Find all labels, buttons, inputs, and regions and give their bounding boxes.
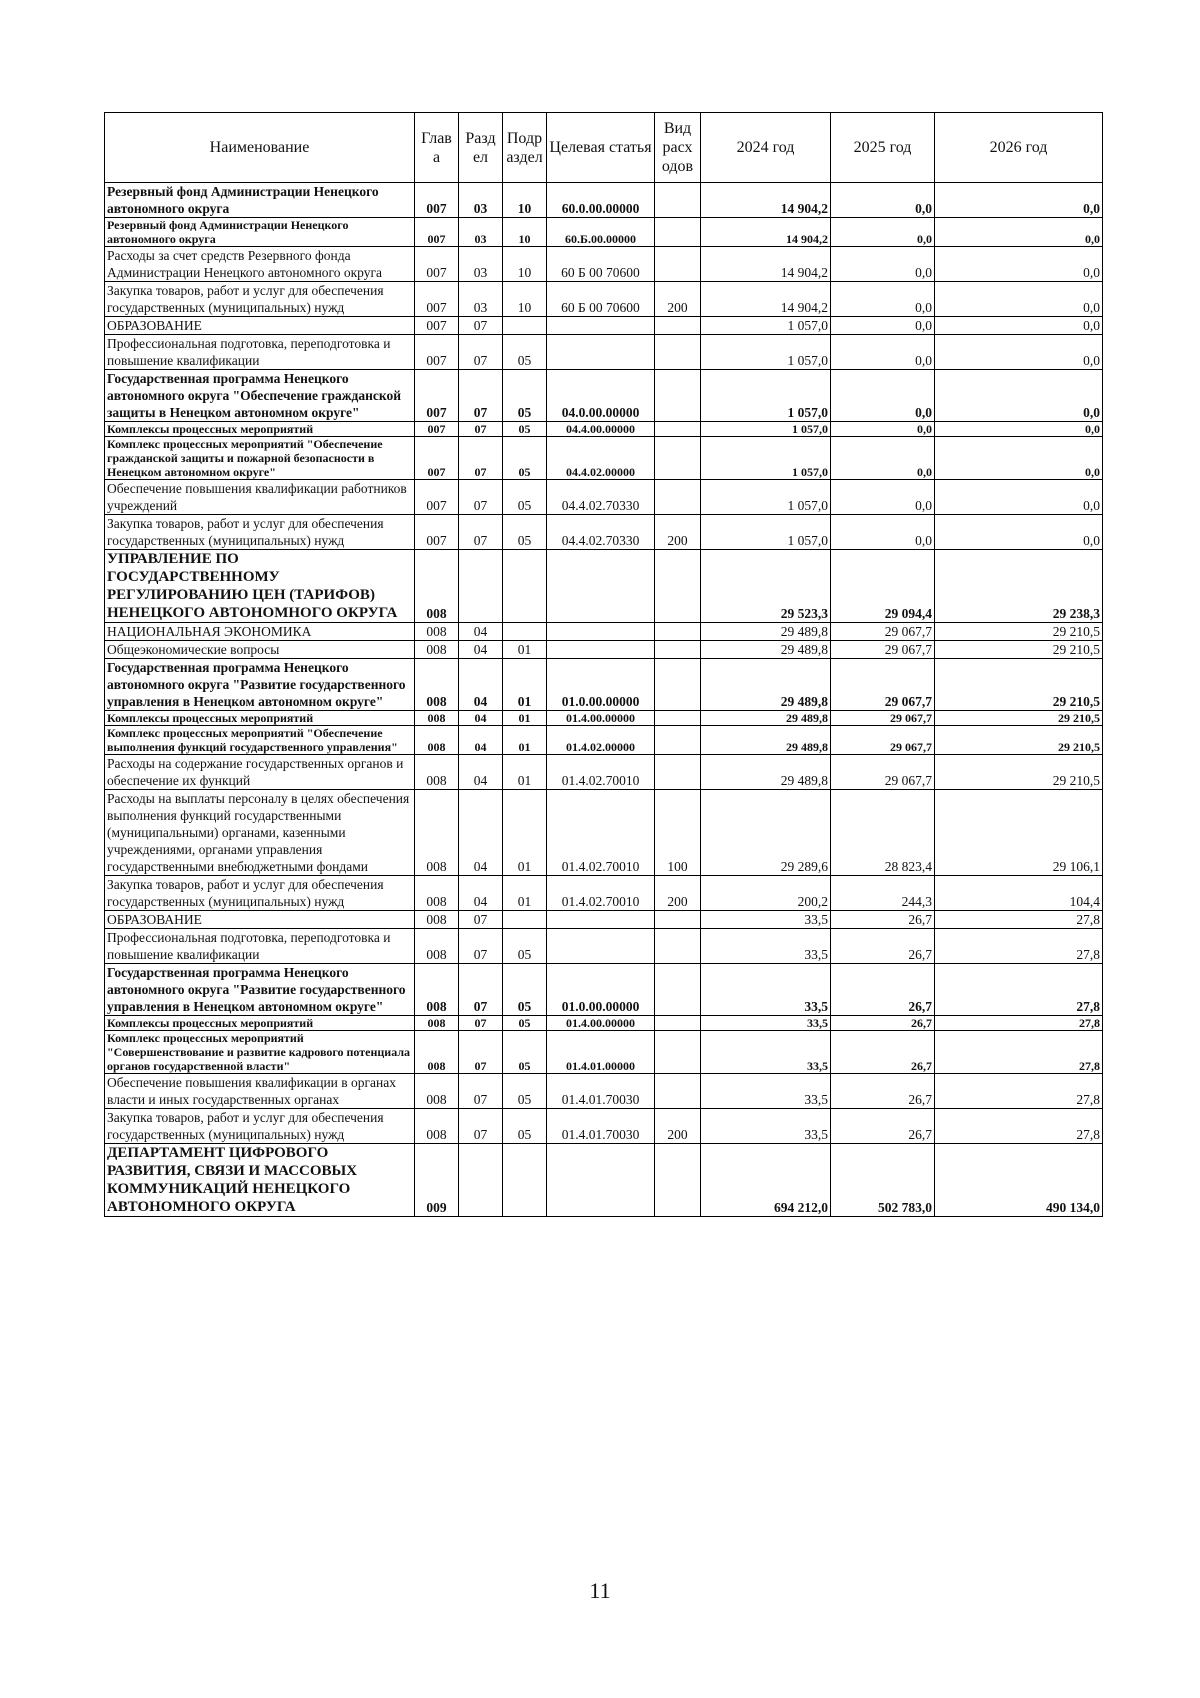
table-row [105, 282, 1103, 317]
cell-razdel: 04 [459, 623, 503, 641]
cell-vid [655, 964, 701, 1016]
budget-table [104, 112, 1103, 1217]
table-row [105, 422, 1103, 437]
cell-2024: 29 489,8 [701, 755, 831, 790]
cell-2025: 26,7 [831, 1016, 935, 1031]
cell-vid [655, 641, 701, 659]
cell-2025: 26,7 [831, 1109, 935, 1144]
cell-2024: 1 057,0 [701, 370, 831, 422]
cell-statya: 01.4.00.00000 [547, 711, 655, 726]
cell-glava: 008 [415, 550, 459, 623]
cell-2026: 27,8 [935, 1031, 1103, 1074]
cell-razdel: 04 [459, 711, 503, 726]
cell-name: Закупка товаров, работ и услуг для обеспечения государственных (муниципальных) нужд [105, 282, 415, 317]
cell-podrazdel [503, 1144, 547, 1217]
cell-2025: 0,0 [831, 183, 935, 218]
cell-2025: 29 067,7 [831, 711, 935, 726]
cell-2026: 27,8 [935, 964, 1103, 1016]
cell-2026: 27,8 [935, 1109, 1103, 1144]
cell-razdel: 03 [459, 218, 503, 247]
cell-razdel: 07 [459, 370, 503, 422]
cell-statya: 01.0.00.00000 [547, 964, 655, 1016]
cell-2025: 29 067,7 [831, 659, 935, 711]
cell-statya: 01.4.02.70010 [547, 755, 655, 790]
cell-glava: 007 [415, 183, 459, 218]
cell-statya: 04.0.00.00000 [547, 370, 655, 422]
cell-2026: 27,8 [935, 929, 1103, 964]
cell-vid [655, 422, 701, 437]
cell-statya: 60.Б.00.00000 [547, 218, 655, 247]
table-row [105, 911, 1103, 929]
cell-2025: 29 067,7 [831, 726, 935, 755]
cell-podrazdel: 05 [503, 964, 547, 1016]
table-row [105, 550, 1103, 623]
cell-podrazdel: 10 [503, 218, 547, 247]
cell-razdel [459, 550, 503, 623]
cell-2025: 26,7 [831, 964, 935, 1016]
cell-2025: 29 094,4 [831, 550, 935, 623]
col-header-podrazdel: Подр аздел [503, 113, 547, 183]
cell-podrazdel: 05 [503, 437, 547, 480]
cell-statya: 01.4.00.00000 [547, 1016, 655, 1031]
cell-podrazdel: 05 [503, 1016, 547, 1031]
cell-statya [547, 623, 655, 641]
cell-name: Закупка товаров, работ и услуг для обеспечения государственных (муниципальных) нужд [105, 515, 415, 550]
cell-2026: 0,0 [935, 370, 1103, 422]
cell-razdel: 07 [459, 929, 503, 964]
table-row [105, 317, 1103, 335]
table-row [105, 1144, 1103, 1217]
cell-razdel [459, 1144, 503, 1217]
table-row [105, 515, 1103, 550]
table-row [105, 1016, 1103, 1031]
cell-podrazdel: 01 [503, 726, 547, 755]
table-row [105, 480, 1103, 515]
cell-statya: 60 Б 00 70600 [547, 247, 655, 282]
cell-razdel: 07 [459, 335, 503, 370]
col-header-2024: 2024 год [701, 113, 831, 183]
col-header-glava: Глав а [415, 113, 459, 183]
cell-podrazdel: 05 [503, 480, 547, 515]
cell-vid [655, 1144, 701, 1217]
cell-2024: 29 489,8 [701, 623, 831, 641]
cell-2024: 33,5 [701, 1074, 831, 1109]
cell-name: Общеэкономические вопросы [105, 641, 415, 659]
cell-2026: 490 134,0 [935, 1144, 1103, 1217]
cell-glava: 007 [415, 480, 459, 515]
cell-glava: 008 [415, 726, 459, 755]
cell-2025: 26,7 [831, 1074, 935, 1109]
cell-2025: 244,3 [831, 876, 935, 911]
cell-glava: 008 [415, 911, 459, 929]
cell-statya: 04.4.02.70330 [547, 515, 655, 550]
cell-name: Расходы за счет средств Резервного фонда Администрации Ненецкого автономного округа [105, 247, 415, 282]
cell-statya: 04.4.02.00000 [547, 437, 655, 480]
cell-name: Обеспечение повышения квалификации работников учреждений [105, 480, 415, 515]
cell-name: Расходы на содержание государственных органов и обеспечение их функций [105, 755, 415, 790]
cell-2026: 27,8 [935, 911, 1103, 929]
cell-2024: 33,5 [701, 964, 831, 1016]
cell-name: Комплекс процессных мероприятий "Обеспечение выполнения функций государственного управления" [105, 726, 415, 755]
table-row [105, 437, 1103, 480]
col-header-name: Наименование [105, 113, 415, 183]
cell-2024: 33,5 [701, 1031, 831, 1074]
cell-razdel: 07 [459, 317, 503, 335]
cell-vid [655, 550, 701, 623]
cell-glava: 008 [415, 1031, 459, 1074]
table-row [105, 183, 1103, 218]
cell-vid [655, 480, 701, 515]
cell-vid [655, 1074, 701, 1109]
cell-2024: 1 057,0 [701, 480, 831, 515]
cell-podrazdel [503, 911, 547, 929]
cell-podrazdel [503, 317, 547, 335]
table-row [105, 1031, 1103, 1074]
cell-podrazdel: 05 [503, 370, 547, 422]
cell-podrazdel: 01 [503, 711, 547, 726]
cell-glava: 007 [415, 335, 459, 370]
cell-vid [655, 370, 701, 422]
cell-2025: 0,0 [831, 218, 935, 247]
cell-glava: 008 [415, 1074, 459, 1109]
cell-2025: 0,0 [831, 335, 935, 370]
cell-statya: 01.4.01.70030 [547, 1109, 655, 1144]
table-row [105, 335, 1103, 370]
cell-glava: 008 [415, 1016, 459, 1031]
cell-razdel: 04 [459, 641, 503, 659]
cell-razdel: 07 [459, 911, 503, 929]
cell-2026: 29 210,5 [935, 726, 1103, 755]
cell-glava: 008 [415, 964, 459, 1016]
cell-2025: 0,0 [831, 247, 935, 282]
cell-glava: 008 [415, 1109, 459, 1144]
cell-razdel: 07 [459, 1016, 503, 1031]
cell-razdel: 07 [459, 515, 503, 550]
cell-name: Государственная программа Ненецкого автономного округа "Развитие государственного управления в Ненецком автономном округе" [105, 659, 415, 711]
page-number: 11 [589, 1578, 611, 1603]
cell-glava: 008 [415, 876, 459, 911]
cell-2024: 33,5 [701, 911, 831, 929]
cell-name: Комплексы процессных мероприятий [105, 1016, 415, 1031]
col-header-2025: 2025 год [831, 113, 935, 183]
cell-statya: 04.4.00.00000 [547, 422, 655, 437]
cell-2024: 1 057,0 [701, 422, 831, 437]
cell-vid [655, 437, 701, 480]
cell-razdel: 07 [459, 964, 503, 1016]
cell-name: Профессиональная подготовка, переподготовка и повышение квалификации [105, 335, 415, 370]
cell-2025: 0,0 [831, 282, 935, 317]
cell-vid: 100 [655, 790, 701, 876]
cell-name: Государственная программа Ненецкого автономного округа "Развитие государственного управления в Ненецком автономном округе" [105, 964, 415, 1016]
table-row [105, 929, 1103, 964]
cell-podrazdel: 01 [503, 659, 547, 711]
cell-vid: 200 [655, 1109, 701, 1144]
cell-name: Комплексы процессных мероприятий [105, 711, 415, 726]
cell-2026: 0,0 [935, 515, 1103, 550]
table-row [105, 790, 1103, 876]
cell-statya [547, 929, 655, 964]
cell-statya: 60.0.00.00000 [547, 183, 655, 218]
table-row [105, 1109, 1103, 1144]
cell-2024: 14 904,2 [701, 282, 831, 317]
table-body [105, 183, 1103, 1217]
cell-name: Расходы на выплаты персоналу в целях обеспечения выполнения функций государственными (муниципальными) органами, казенными учреждениями, органами управления государственными внебюджетными фондами [105, 790, 415, 876]
cell-2026: 29 238,3 [935, 550, 1103, 623]
cell-2026: 0,0 [935, 422, 1103, 437]
cell-glava: 007 [415, 422, 459, 437]
cell-2026: 29 210,5 [935, 711, 1103, 726]
cell-2024: 1 057,0 [701, 335, 831, 370]
cell-podrazdel: 05 [503, 929, 547, 964]
cell-name: Государственная программа Ненецкого автономного округа "Обеспечение гражданской защиты в Ненецком автономном округе" [105, 370, 415, 422]
cell-2024: 29 489,8 [701, 711, 831, 726]
cell-vid: 200 [655, 282, 701, 317]
cell-2026: 0,0 [935, 183, 1103, 218]
cell-podrazdel: 01 [503, 790, 547, 876]
cell-2025: 28 823,4 [831, 790, 935, 876]
cell-razdel: 04 [459, 876, 503, 911]
cell-2026: 0,0 [935, 317, 1103, 335]
cell-glava: 008 [415, 790, 459, 876]
cell-vid [655, 659, 701, 711]
cell-glava: 007 [415, 247, 459, 282]
cell-2024: 29 489,8 [701, 726, 831, 755]
cell-2024: 1 057,0 [701, 437, 831, 480]
cell-statya [547, 911, 655, 929]
cell-2025: 26,7 [831, 1031, 935, 1074]
cell-podrazdel: 05 [503, 422, 547, 437]
col-header-razdel: Разд ел [459, 113, 503, 183]
cell-2024: 29 489,8 [701, 641, 831, 659]
cell-statya: 60 Б 00 70600 [547, 282, 655, 317]
cell-2026: 29 210,5 [935, 659, 1103, 711]
cell-vid [655, 711, 701, 726]
cell-2025: 0,0 [831, 480, 935, 515]
cell-razdel: 07 [459, 437, 503, 480]
col-header-statya: Целевая статья [547, 113, 655, 183]
cell-vid [655, 183, 701, 218]
cell-name: Комплексы процессных мероприятий [105, 422, 415, 437]
cell-name: Резервный фонд Администрации Ненецкого автономного округа [105, 218, 415, 247]
cell-2024: 33,5 [701, 929, 831, 964]
cell-name: ОБРАЗОВАНИЕ [105, 911, 415, 929]
cell-name: Комплекс процессных мероприятий "Обеспечение гражданской защиты и пожарной безопасности в Ненецком автономном округе" [105, 437, 415, 480]
cell-podrazdel: 01 [503, 755, 547, 790]
cell-vid [655, 317, 701, 335]
col-header-vid: Вид расх одов [655, 113, 701, 183]
cell-podrazdel: 01 [503, 876, 547, 911]
cell-name: Комплекс процессных мероприятий "Совершенствование и развитие кадрового потенциала органов государственной власти" [105, 1031, 415, 1074]
cell-statya [547, 335, 655, 370]
cell-glava: 007 [415, 515, 459, 550]
table-row [105, 711, 1103, 726]
cell-2024: 14 904,2 [701, 183, 831, 218]
cell-vid [655, 1016, 701, 1031]
col-header-2026: 2026 год [935, 113, 1103, 183]
cell-statya [547, 641, 655, 659]
cell-razdel: 04 [459, 755, 503, 790]
table-row [105, 876, 1103, 911]
cell-name: Закупка товаров, работ и услуг для обеспечения государственных (муниципальных) нужд [105, 1109, 415, 1144]
cell-name: ОБРАЗОВАНИЕ [105, 317, 415, 335]
cell-2025: 29 067,7 [831, 755, 935, 790]
cell-name: Профессиональная подготовка, переподготовка и повышение квалификации [105, 929, 415, 964]
cell-podrazdel: 01 [503, 641, 547, 659]
cell-2025: 0,0 [831, 515, 935, 550]
cell-glava: 008 [415, 659, 459, 711]
cell-glava: 008 [415, 711, 459, 726]
cell-2026: 29 210,5 [935, 641, 1103, 659]
cell-2026: 0,0 [935, 247, 1103, 282]
cell-podrazdel: 05 [503, 1109, 547, 1144]
cell-2024: 33,5 [701, 1016, 831, 1031]
cell-glava: 009 [415, 1144, 459, 1217]
table-row [105, 964, 1103, 1016]
cell-statya [547, 1144, 655, 1217]
cell-razdel: 07 [459, 480, 503, 515]
cell-name: ДЕПАРТАМЕНТ ЦИФРОВОГО РАЗВИТИЯ, СВЯЗИ И МАССОВЫХ КОММУНИКАЦИЙ НЕНЕЦКОГО АВТОНОМНОГО ОКРУГА [105, 1144, 415, 1217]
cell-2025: 0,0 [831, 437, 935, 480]
cell-podrazdel [503, 623, 547, 641]
cell-vid: 200 [655, 876, 701, 911]
cell-glava: 008 [415, 623, 459, 641]
cell-2025: 26,7 [831, 929, 935, 964]
cell-glava: 007 [415, 218, 459, 247]
cell-2025: 29 067,7 [831, 623, 935, 641]
cell-vid [655, 929, 701, 964]
cell-2024: 1 057,0 [701, 317, 831, 335]
cell-razdel: 03 [459, 282, 503, 317]
cell-2025: 29 067,7 [831, 641, 935, 659]
cell-2024: 29 289,6 [701, 790, 831, 876]
document-page [104, 112, 1102, 1217]
cell-2025: 26,7 [831, 911, 935, 929]
cell-razdel: 07 [459, 1109, 503, 1144]
cell-vid [655, 335, 701, 370]
cell-razdel: 04 [459, 790, 503, 876]
cell-statya: 01.4.02.70010 [547, 790, 655, 876]
cell-statya: 01.4.02.70010 [547, 876, 655, 911]
cell-razdel: 03 [459, 183, 503, 218]
cell-podrazdel: 10 [503, 183, 547, 218]
table-row [105, 623, 1103, 641]
cell-glava: 008 [415, 641, 459, 659]
table-row [105, 641, 1103, 659]
cell-2026: 27,8 [935, 1016, 1103, 1031]
cell-statya: 01.4.01.00000 [547, 1031, 655, 1074]
cell-statya [547, 317, 655, 335]
cell-name: УПРАВЛЕНИЕ ПО ГОСУДАРСТВЕННОМУ РЕГУЛИРОВАНИЮ ЦЕН (ТАРИФОВ) НЕНЕЦКОГО АВТОНОМНОГО ОКРУГА [105, 550, 415, 623]
cell-podrazdel: 10 [503, 247, 547, 282]
cell-statya: 01.0.00.00000 [547, 659, 655, 711]
cell-vid [655, 726, 701, 755]
cell-podrazdel: 05 [503, 335, 547, 370]
cell-2025: 0,0 [831, 317, 935, 335]
cell-2026: 29 210,5 [935, 755, 1103, 790]
cell-glava: 007 [415, 317, 459, 335]
cell-2026: 0,0 [935, 437, 1103, 480]
table-row [105, 659, 1103, 711]
cell-glava: 007 [415, 282, 459, 317]
cell-vid [655, 1031, 701, 1074]
cell-2026: 0,0 [935, 282, 1103, 317]
cell-podrazdel: 05 [503, 1074, 547, 1109]
cell-2026: 0,0 [935, 218, 1103, 247]
cell-statya: 01.4.02.00000 [547, 726, 655, 755]
cell-name: Обеспечение повышения квалификации в органах власти и иных государственных органах [105, 1074, 415, 1109]
table-row [105, 755, 1103, 790]
cell-2024: 29 489,8 [701, 659, 831, 711]
cell-glava: 007 [415, 437, 459, 480]
cell-razdel: 03 [459, 247, 503, 282]
table-row [105, 726, 1103, 755]
cell-2026: 0,0 [935, 335, 1103, 370]
cell-podrazdel: 05 [503, 1031, 547, 1074]
cell-2024: 14 904,2 [701, 218, 831, 247]
cell-2026: 29 106,1 [935, 790, 1103, 876]
cell-2025: 0,0 [831, 422, 935, 437]
cell-2024: 33,5 [701, 1109, 831, 1144]
cell-2025: 0,0 [831, 370, 935, 422]
table-row [105, 1074, 1103, 1109]
cell-razdel: 04 [459, 659, 503, 711]
cell-2024: 14 904,2 [701, 247, 831, 282]
cell-razdel: 07 [459, 1031, 503, 1074]
cell-name: НАЦИОНАЛЬНАЯ ЭКОНОМИКА [105, 623, 415, 641]
cell-2024: 200,2 [701, 876, 831, 911]
cell-vid [655, 755, 701, 790]
table-row [105, 370, 1103, 422]
cell-podrazdel: 05 [503, 515, 547, 550]
cell-podrazdel [503, 550, 547, 623]
table-row [105, 218, 1103, 247]
table-header-row [105, 113, 1103, 183]
cell-podrazdel: 10 [503, 282, 547, 317]
cell-2026: 104,4 [935, 876, 1103, 911]
cell-razdel: 07 [459, 1074, 503, 1109]
cell-glava: 008 [415, 929, 459, 964]
cell-name: Резервный фонд Администрации Ненецкого автономного округа [105, 183, 415, 218]
cell-2024: 1 057,0 [701, 515, 831, 550]
cell-vid: 200 [655, 515, 701, 550]
cell-2025: 502 783,0 [831, 1144, 935, 1217]
cell-vid [655, 623, 701, 641]
cell-razdel: 07 [459, 422, 503, 437]
cell-glava: 008 [415, 755, 459, 790]
cell-vid [655, 911, 701, 929]
cell-razdel: 04 [459, 726, 503, 755]
cell-statya: 04.4.02.70330 [547, 480, 655, 515]
cell-statya [547, 550, 655, 623]
cell-statya: 01.4.01.70030 [547, 1074, 655, 1109]
cell-2026: 0,0 [935, 480, 1103, 515]
cell-vid [655, 218, 701, 247]
cell-2026: 29 210,5 [935, 623, 1103, 641]
cell-vid [655, 247, 701, 282]
cell-2024: 694 212,0 [701, 1144, 831, 1217]
table-row [105, 247, 1103, 282]
cell-name: Закупка товаров, работ и услуг для обеспечения государственных (муниципальных) нужд [105, 876, 415, 911]
cell-2026: 27,8 [935, 1074, 1103, 1109]
cell-2024: 29 523,3 [701, 550, 831, 623]
cell-glava: 007 [415, 370, 459, 422]
